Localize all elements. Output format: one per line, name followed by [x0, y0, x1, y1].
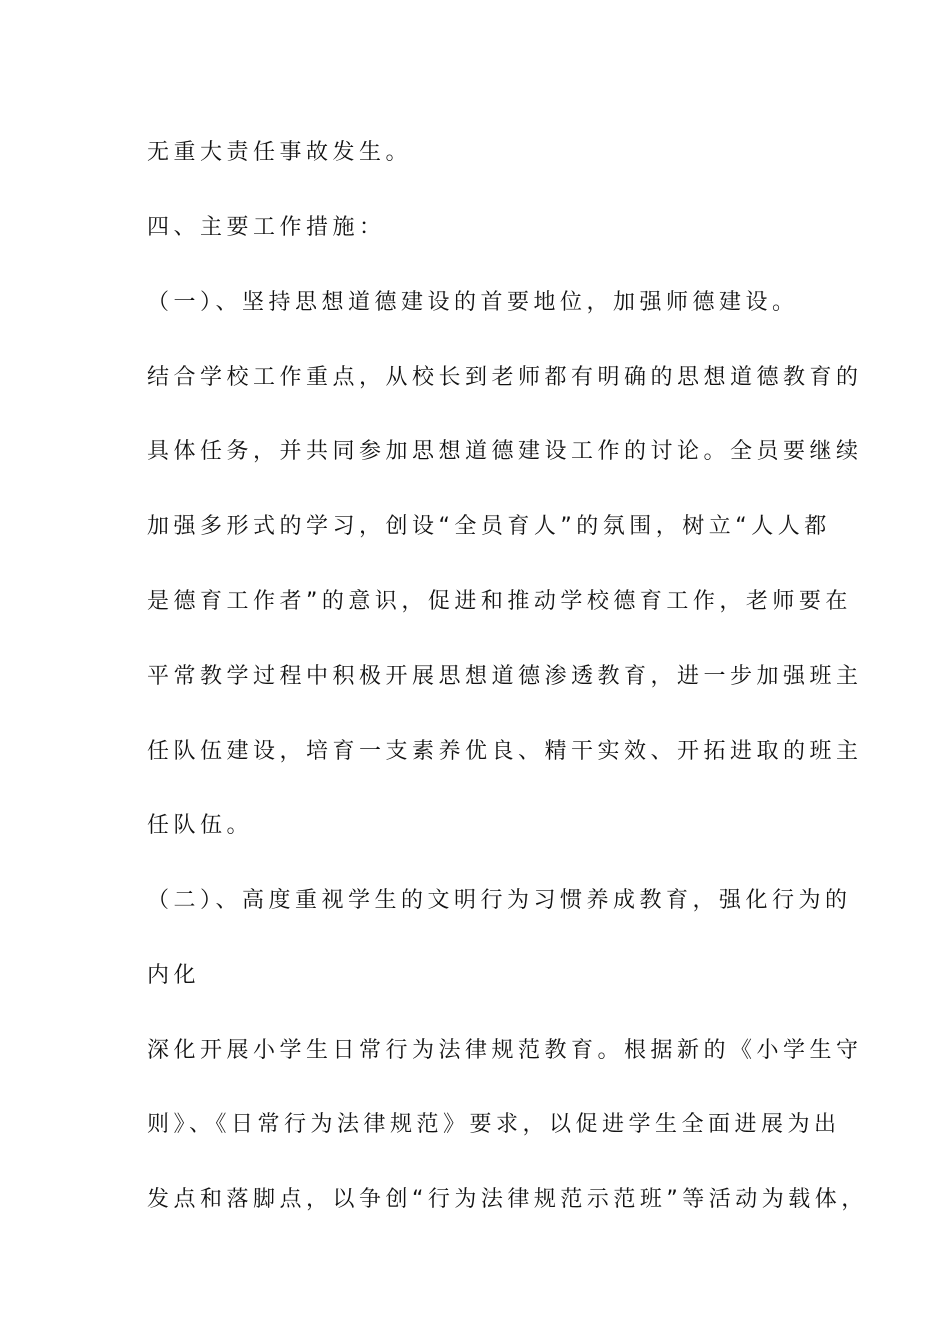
text-line: 平常教学过程中积极开展思想道德渗透教育，进一步加强班主	[147, 664, 863, 689]
text-line: 任队伍。	[147, 813, 254, 838]
subsection-heading: （一）、坚持思想道德建设的首要地位，加强师德建设。	[147, 290, 799, 315]
text-line: 内化	[147, 963, 201, 988]
text-line: 则》、《日常行为法律规范》要求，以促进学生全面进展为出	[147, 1112, 841, 1137]
text-line: 发点和落脚点，以争创“行为法律规范示范班”等活动为载体，	[147, 1187, 868, 1212]
text-line: 结合学校工作重点，从校长到老师都有明确的思想道德教育的	[147, 365, 863, 390]
text-line: 任队伍建设，培育一支素养优良、精干实效、开拓进取的班主	[147, 739, 863, 764]
section-heading: 四、主要工作措施：	[147, 215, 386, 240]
text-line: 无重大责任事故发生。	[147, 140, 413, 165]
subsection-heading: （二）、高度重视学生的文明行为习惯养成教育，强化行为的	[147, 888, 852, 913]
text-line: 加强多形式的学习，创设“全员育人”的氛围，树立“人人都	[147, 514, 831, 539]
text-line: 是德育工作者”的意识，促进和推动学校德育工作，老师要在	[147, 589, 852, 614]
text-line: 具体任务，并共同参加思想道德建设工作的讨论。全员要继续	[147, 439, 863, 464]
text-line: 深化开展小学生日常行为法律规范教育。根据新的《小学生守	[147, 1038, 863, 1063]
